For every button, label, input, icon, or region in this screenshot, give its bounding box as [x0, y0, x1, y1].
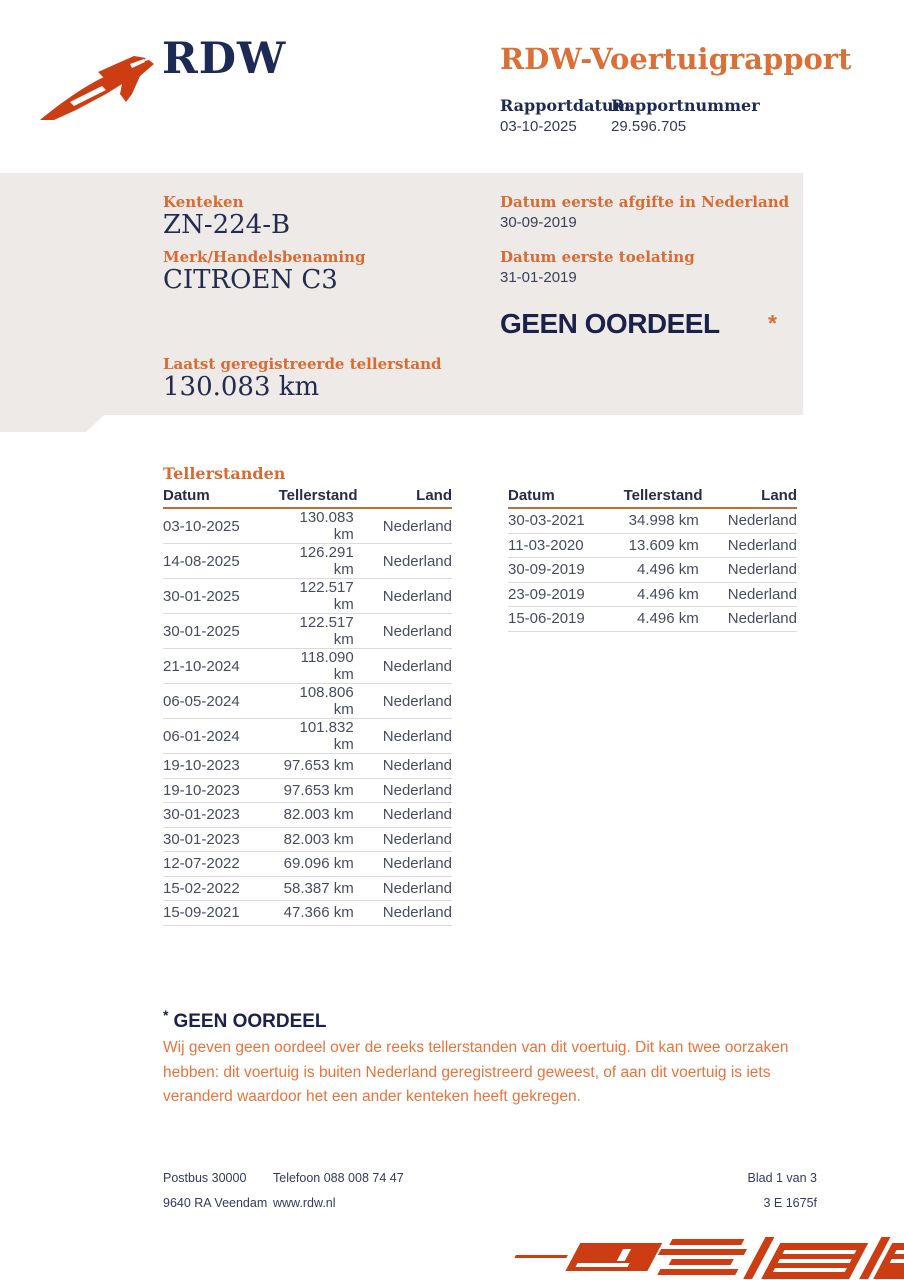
- tellerstand-cell: 97.653 km: [279, 754, 354, 779]
- table-header-row: [163, 487, 452, 508]
- table-row: [163, 614, 452, 649]
- datum-cell: 30-01-2023: [163, 803, 279, 828]
- page-title: RDW-Voertuigrapport: [500, 42, 852, 76]
- tellerstand-cell: 47.366 km: [279, 901, 354, 926]
- land-cell: Nederland: [354, 579, 452, 614]
- footer-website: www.rdw.nl: [273, 1196, 336, 1210]
- table-row: [163, 852, 452, 877]
- datum-column-header: Datum: [163, 487, 279, 508]
- land-cell: Nederland: [699, 558, 797, 583]
- land-cell: Nederland: [354, 901, 452, 926]
- land-cell: Nederland: [354, 544, 452, 579]
- tellerstand-cell: 122.517 km: [279, 579, 354, 614]
- tellerstand-cell: 58.387 km: [279, 876, 354, 901]
- table-row: [508, 582, 797, 607]
- tellerstand-cell: 82.003 km: [279, 803, 354, 828]
- land-cell: Nederland: [699, 582, 797, 607]
- tellerstand-cell: 82.003 km: [279, 827, 354, 852]
- rdw-speed-lines-graphic: [512, 1236, 904, 1280]
- tellerstand-cell: 4.496 km: [624, 582, 699, 607]
- table-row: [163, 754, 452, 779]
- footnote-heading: [163, 1007, 327, 1033]
- land-cell: Nederland: [699, 533, 797, 558]
- verdict-asterisk: *: [768, 310, 777, 336]
- kenteken-label: Kenteken: [163, 193, 244, 211]
- land-cell: Nederland: [699, 508, 797, 533]
- tellerstanden-heading: Tellerstanden: [163, 464, 286, 483]
- footer-address-line2: 9640 RA Veendam: [163, 1196, 268, 1210]
- panel-notch-decoration: [0, 415, 104, 432]
- table-row: [163, 901, 452, 926]
- kenteken-value: ZN-224-B: [163, 210, 291, 240]
- tellerstand-cell: 69.096 km: [279, 852, 354, 877]
- datum-cell: 30-03-2021: [508, 508, 624, 533]
- tellerstand-cell: 97.653 km: [279, 778, 354, 803]
- datum-cell: 15-09-2021: [163, 901, 279, 926]
- table-row: [163, 719, 452, 754]
- footnote-asterisk: *: [163, 1007, 169, 1023]
- merk-value: CITROEN C3: [163, 265, 338, 295]
- logo-wordmark: RDW: [162, 34, 287, 84]
- report-date-value: 03-10-2025: [500, 118, 577, 135]
- datum-cell: 15-06-2019: [508, 607, 624, 632]
- tellerstand-cell: 4.496 km: [624, 558, 699, 583]
- report-number-label: Rapportnummer: [611, 96, 760, 115]
- tellerstand-cell: 101.832 km: [279, 719, 354, 754]
- toelating-value: 31-01-2019: [500, 269, 577, 286]
- datum-cell: 30-01-2023: [163, 827, 279, 852]
- land-cell: Nederland: [354, 876, 452, 901]
- datum-cell: 23-09-2019: [508, 582, 624, 607]
- land-cell: Nederland: [354, 852, 452, 877]
- footer-doc-code: 3 E 1675f: [763, 1196, 817, 1210]
- tellerstand-cell: 34.998 km: [624, 508, 699, 533]
- land-cell: Nederland: [354, 827, 452, 852]
- afgifte-value: 30-09-2019: [500, 214, 577, 231]
- land-cell: Nederland: [699, 607, 797, 632]
- table-row: [163, 684, 452, 719]
- land-cell: Nederland: [354, 614, 452, 649]
- odometer-table-left: [163, 487, 452, 926]
- datum-cell: 21-10-2024: [163, 649, 279, 684]
- datum-cell: 06-01-2024: [163, 719, 279, 754]
- tellerstand-column-header: Tellerstand: [279, 487, 354, 508]
- tellerstand-cell: 13.609 km: [624, 533, 699, 558]
- table-row: [508, 607, 797, 632]
- report-number-value: 29.596.705: [611, 118, 687, 135]
- table-row: [163, 508, 452, 544]
- datum-cell: 19-10-2023: [163, 778, 279, 803]
- footnote-heading-text: GEEN OORDEEL: [173, 1011, 327, 1032]
- tellerstand-cell: 108.806 km: [279, 684, 354, 719]
- afgifte-label: Datum eerste afgifte in Nederland: [500, 193, 790, 211]
- land-cell: Nederland: [354, 803, 452, 828]
- land-cell: Nederland: [354, 719, 452, 754]
- tellerstand-label: Laatst geregistreerde tellerstand: [163, 355, 442, 373]
- footer-address-line1: Postbus 30000: [163, 1171, 247, 1185]
- report-date-label: Rapportdatum: [500, 96, 631, 115]
- tellerstand-value: 130.083 km: [163, 372, 320, 402]
- tellerstand-cell: 118.090 km: [279, 649, 354, 684]
- datum-cell: 19-10-2023: [163, 754, 279, 779]
- land-cell: Nederland: [354, 684, 452, 719]
- land-column-header: Land: [699, 487, 797, 508]
- table-row: [163, 876, 452, 901]
- table-row: [508, 558, 797, 583]
- tellerstand-cell: 122.517 km: [279, 614, 354, 649]
- datum-cell: 03-10-2025: [163, 508, 279, 544]
- table-row: [163, 803, 452, 828]
- datum-column-header: Datum: [508, 487, 624, 508]
- datum-cell: 15-02-2022: [163, 876, 279, 901]
- tellerstand-cell: 130.083 km: [279, 508, 354, 544]
- datum-cell: 14-08-2025: [163, 544, 279, 579]
- datum-cell: 30-01-2025: [163, 579, 279, 614]
- land-cell: Nederland: [354, 508, 452, 544]
- table-row: [508, 508, 797, 533]
- tellerstand-cell: 126.291 km: [279, 544, 354, 579]
- merk-label: Merk/Handelsbenaming: [163, 248, 366, 266]
- verdict-text: GEEN OORDEEL: [500, 308, 720, 339]
- land-column-header: Land: [354, 487, 452, 508]
- datum-cell: 11-03-2020: [508, 533, 624, 558]
- datum-cell: 30-01-2025: [163, 614, 279, 649]
- table-row: [163, 544, 452, 579]
- table-row: [508, 533, 797, 558]
- table-header-row: [508, 487, 797, 508]
- footnote-body: Wij geven geen oordeel over de reeks tellerstanden van dit voertuig. Dit kan twee oorzaken hebben: dit voertuig is buiten Nederland geregistreerd geweest, of aan dit voertuig is iets veranderd waardoor het een ander kenteken heeft gekregen.: [163, 1039, 789, 1105]
- table-row: [163, 827, 452, 852]
- odometer-table-right: [508, 487, 797, 632]
- table-row: [163, 579, 452, 614]
- land-cell: Nederland: [354, 649, 452, 684]
- footer-page-number: Blad 1 van 3: [747, 1171, 817, 1185]
- rdw-feather-icon: [36, 50, 158, 124]
- land-cell: Nederland: [354, 754, 452, 779]
- toelating-label: Datum eerste toelating: [500, 248, 695, 266]
- tellerstand-column-header: Tellerstand: [624, 487, 699, 508]
- footer-phone: Telefoon 088 008 74 47: [273, 1171, 404, 1185]
- table-row: [163, 778, 452, 803]
- land-cell: Nederland: [354, 778, 452, 803]
- datum-cell: 12-07-2022: [163, 852, 279, 877]
- datum-cell: 30-09-2019: [508, 558, 624, 583]
- datum-cell: 06-05-2024: [163, 684, 279, 719]
- table-row: [163, 649, 452, 684]
- tellerstand-cell: 4.496 km: [624, 607, 699, 632]
